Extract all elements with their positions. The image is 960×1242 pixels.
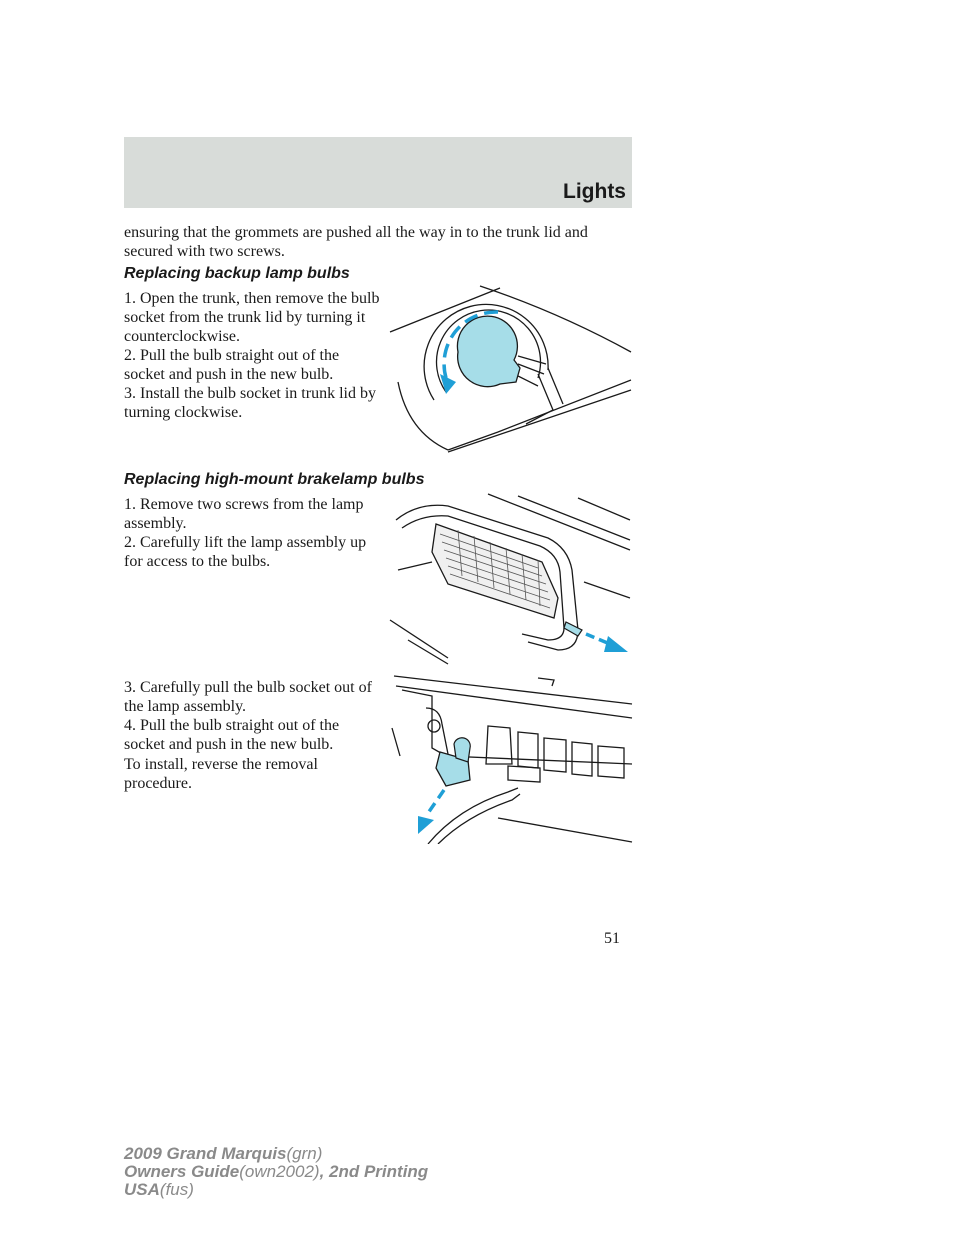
section-header-band xyxy=(124,137,632,208)
footer-model: 2009 Grand Marquis xyxy=(124,1144,287,1163)
document-footer xyxy=(124,1145,428,1199)
highmount-lamp-illustration xyxy=(388,490,634,666)
footer-market-code: (fus) xyxy=(159,1180,194,1199)
footer-model-code: (grn) xyxy=(286,1144,323,1163)
footer-line-1 xyxy=(124,1145,428,1163)
backup-step-2: 2. Pull the bulb straight out of the socket and push in the new bulb. xyxy=(124,347,340,383)
footer-market: USA xyxy=(124,1180,160,1199)
highmount-install-note: To install, reverse the removal procedure. xyxy=(124,756,318,792)
backup-heading: Replacing backup lamp bulbs xyxy=(124,265,350,282)
footer-line-3 xyxy=(124,1181,428,1199)
footer-line-2 xyxy=(124,1163,428,1181)
highmount-step-3: 3. Carefully pull the bulb socket out of the lamp assembly. xyxy=(124,679,372,715)
intro-paragraph: ensuring that the grommets are pushed all the way in to the trunk lid and secured with two screws. xyxy=(124,224,588,260)
bulb-socket-illustration xyxy=(388,668,634,844)
footer-guide: Owners Guide xyxy=(124,1162,240,1181)
page-number: 51 xyxy=(604,930,620,947)
section-title: Lights xyxy=(563,180,626,203)
backup-step-1: 1. Open the trunk, then remove the bulb socket from the trunk lid by turning it counterclockwise. xyxy=(124,290,380,345)
backup-lamp-illustration xyxy=(388,282,634,458)
highmount-step-1: 1. Remove two screws from the lamp assembly. xyxy=(124,496,364,532)
highmount-step-4: 4. Pull the bulb straight out of the socket and push in the new bulb. xyxy=(124,717,340,753)
footer-guide-code: (own2002) xyxy=(239,1162,320,1181)
backup-step-3: 3. Install the bulb socket in trunk lid by turning clockwise. xyxy=(124,385,376,421)
footer-printing: , 2nd Printing xyxy=(319,1162,429,1181)
highmount-step-2: 2. Carefully lift the lamp assembly up for access to the bulbs. xyxy=(124,534,367,570)
highmount-heading: Replacing high-mount brakelamp bulbs xyxy=(124,471,425,488)
